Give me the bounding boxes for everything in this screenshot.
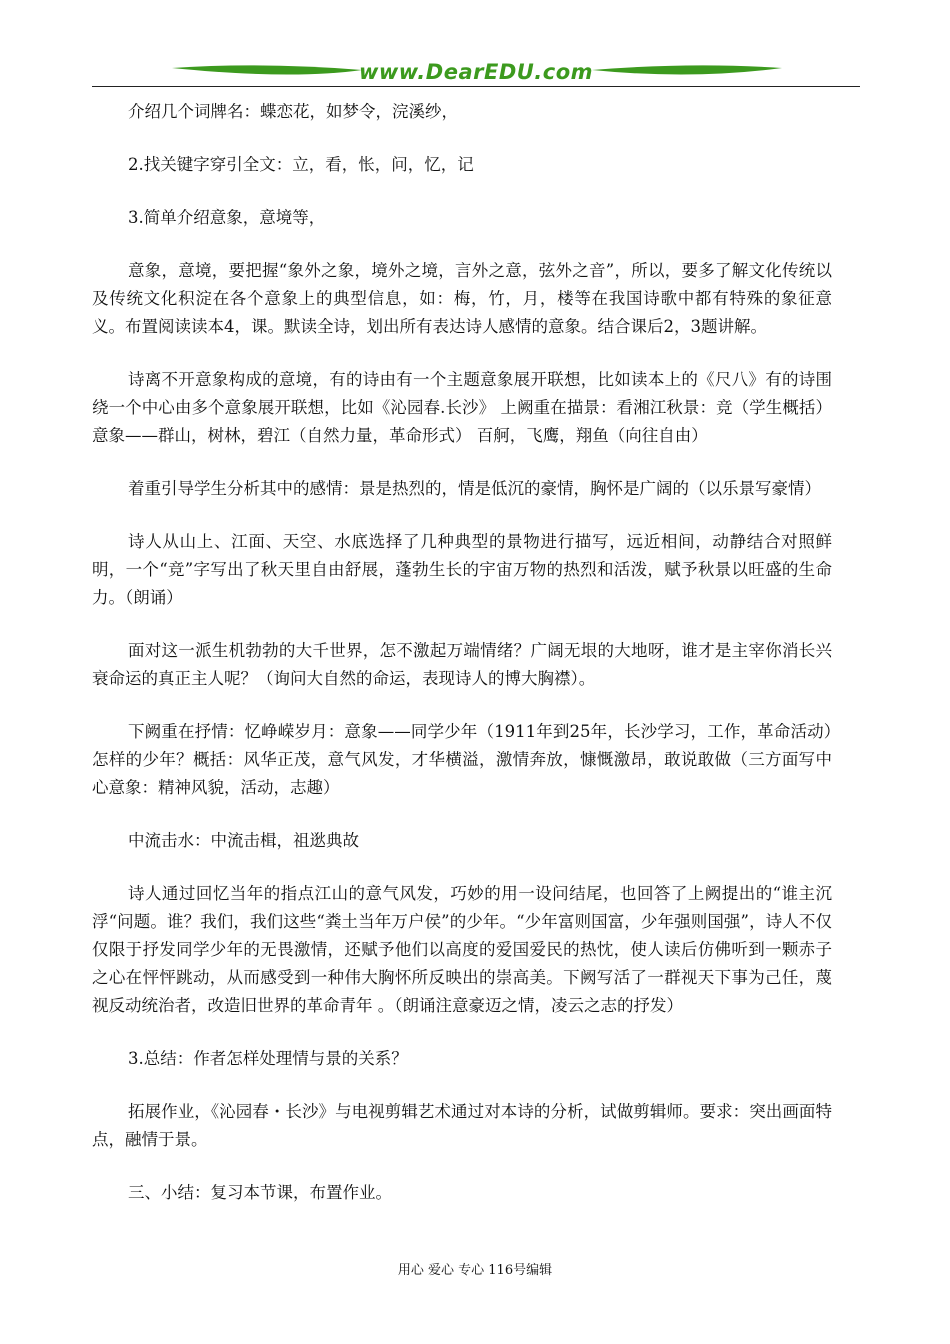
paragraph-scenery-description: 诗人从山上、江面、天空、水底选择了几种典型的景物进行描写，远近相间，动静结合对照鲜明，一个“竞”字写出了秋天里自由舒展，蓬勃生长的宇宙万物的热烈和活泼，赋予秋景以旺盛的生命力。（朗诵） bbox=[92, 532, 832, 607]
paragraph-cipai-names: 介绍几个词牌名：蝶恋花，如梦令，浣溪纱， bbox=[128, 102, 458, 121]
paragraph-imagery-explanation: 意象，意境，要把握“象外之象，境外之境，言外之意，弦外之音”，所以，要多了解文化传统以及传统文化积淀在各个意象上的典型信息，如：梅，竹，月，楼等在我国诗歌中都有特殊的象征意义。布置阅读读本4，课。默读全诗，划出所有表达诗人感情的意象。结合课后2，3题讲解。 bbox=[92, 261, 832, 336]
page-footer: 用心 爱心 专心 116号编辑 bbox=[397, 1263, 553, 1278]
header-divider bbox=[92, 86, 860, 87]
paragraph-emotion-analysis: 着重引导学生分析其中的感情：景是热烈的，情是低沉的豪情，胸怀是广阔的（以乐景写豪情） bbox=[128, 479, 821, 498]
paragraph-second-stanza: 下阙重在抒情：忆峥嵘岁月：意象——同学少年（1911年到25年，长沙学习，工作，革命活动）怎样的少年？概括：风华正茂，意气风发，才华横溢，激情奔放，慷慨激昂，敢说敢做（三方面写中心意象：精神风貌，活动，志趣） bbox=[92, 722, 832, 797]
site-logo-text[interactable]: www.DearEDU.com bbox=[358, 60, 594, 84]
page-header bbox=[92, 58, 860, 94]
paragraph-extension-homework: 拓展作业，《沁园春・长沙》与电视剪辑艺术通过对本诗的分析，试做剪辑师。要求：突出画面特点，融情于景。 bbox=[92, 1102, 832, 1149]
paragraph-midstream: 中流击水：中流击楫，祖逖典故 bbox=[128, 831, 359, 850]
paragraph-key-words: 2.找关键字穿引全文：立，看，怅，问，忆，记 bbox=[128, 155, 474, 174]
paragraph-poet-reflection: 诗人通过回忆当年的指点江山的意气风发，巧妙的用一设问结尾，也回答了上阙提出的“谁主沉浮“问题。谁？我们，我们这些“粪土当年万户侯”的少年。“少年富则国富，少年强则国强”，诗人不仅仅限于抒发同学少年的无畏激情，还赋予他们以高度的爱国爱民的热忱，使人读后仿佛听到一颗赤子之心在怦怦跳动，从而感受到一种伟大胸怀所反映出的崇高美。下阙写活了一群视天下事为己任，蔑视反动统治者，改造旧世界的革命青年 。（朗诵注意豪迈之情，凌云之志的抒发） bbox=[92, 884, 832, 1015]
paragraph-conclusion: 三、小结：复习本节课，布置作业。 bbox=[128, 1183, 392, 1202]
paragraph-imagery-scene: 诗离不开意象构成的意境，有的诗由有一个主题意象展开联想，比如读本上的《尺八》有的诗围绕一个中心由多个意象展开联想，比如《沁园春.长沙》 上阙重在描景：看湘江秋景：竞（学生概括） 意象——群山，树林，碧江（自然力量，革命形式） 百舸，飞鹰，翔鱼（向往自由） bbox=[92, 370, 832, 445]
paragraph-rhetorical-question: 面对这一派生机勃勃的大千世界，怎不激起万端情绪？广阔无垠的大地呀，谁才是主宰你消长兴衰命运的真正主人呢？（询问大自然的命运，表现诗人的博大胸襟）。 bbox=[92, 641, 832, 688]
paragraph-summary-question: 3.总结：作者怎样处理情与景的关系？ bbox=[128, 1049, 408, 1068]
paragraph-intro-imagery: 3.简单介绍意象，意境等， bbox=[128, 208, 326, 227]
document-body bbox=[92, 98, 832, 1232]
